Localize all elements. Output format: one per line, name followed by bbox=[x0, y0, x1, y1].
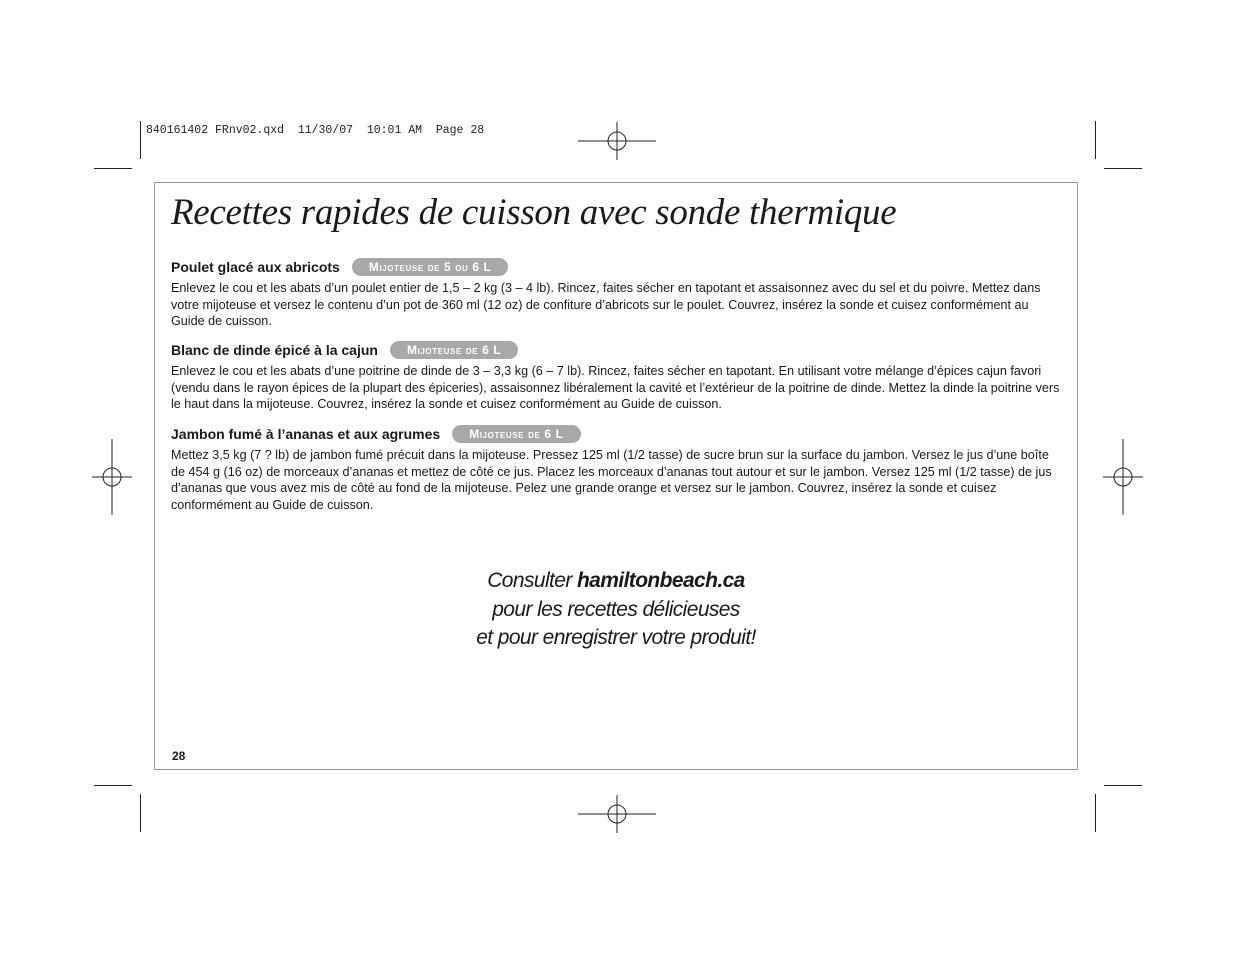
promo-prefix: Consulter bbox=[487, 569, 577, 592]
crop-mark-bottom-right-v bbox=[1095, 794, 1096, 832]
recipe-header bbox=[171, 256, 1063, 278]
recipe-header bbox=[171, 339, 1063, 361]
recipe-instructions: Enlevez le cou et les abats d’un poulet entier de 1,5 – 2 kg (3 – 4 lb). Rincez, faites sécher en tapotant et assaisonnez avec du sel et du poivre. Mettez dans votre mijoteuse et versez le contenu d’un pot de 360 ml (12 oz) de confiture d’abricots sur le poulet. Couvrez, insérez la sonde et cuisez conformément au Guide de cuisson. bbox=[171, 281, 1041, 329]
recipe-name: Poulet glacé aux abricots bbox=[171, 259, 340, 275]
crop-mark-top-right-v bbox=[1095, 121, 1096, 159]
slow-cooker-size-badge: Mijoteuse de 6 L bbox=[390, 341, 518, 359]
promo-line-3: et pour enregistrer votre produit! bbox=[476, 626, 756, 649]
page-panel bbox=[154, 182, 1078, 770]
promo-line-2: pour les recettes délicieuses bbox=[492, 597, 740, 621]
page-number: 28 bbox=[172, 749, 186, 763]
recipe-jambon-fume bbox=[171, 423, 1063, 513]
registration-mark-top bbox=[578, 120, 656, 162]
website-link[interactable]: hamiltonbeach.ca bbox=[576, 569, 745, 592]
crop-mark-top-left-h bbox=[94, 168, 132, 169]
recipe-header bbox=[171, 423, 1063, 445]
registration-mark-bottom bbox=[578, 793, 656, 835]
print-slug: 840161402 FRnv02.qxd 11/30/07 10:01 AM Page 28 bbox=[146, 124, 485, 137]
page-title: Recettes rapides de cuisson avec sonde thermique bbox=[171, 192, 897, 233]
recipe-instructions: Mettez 3,5 kg (7 ? lb) de jambon fumé précuit dans la mijoteuse. Pressez 125 ml (1/2 tasse) de sucre brun sur la surface du jambon. Versez le jus d’une boîte de 454 g (16 oz) de morceaux d’ananas et mettez de côté ce jus. Placez les morceaux d’ananas tout autour et sur le jambon. Versez 125 ml (1/2 tasse) de jus d’ananas que vous avez mis de côté au fond de la mijoteuse. Pelez une grande orange et versez sur le jambon. Couvrez, insérez la sonde et cuisez conformément au Guide de cuisson. bbox=[171, 448, 1052, 512]
crop-mark-top-left-v bbox=[140, 121, 141, 159]
registration-mark-right bbox=[1103, 439, 1143, 515]
recipe-poulet-glace bbox=[171, 256, 1063, 330]
slow-cooker-size-badge: Mijoteuse de 6 L bbox=[452, 425, 580, 443]
recipe-instructions: Enlevez le cou et les abats d’une poitrine de dinde de 3 – 3,3 kg (6 – 7 lb). Rincez, faites sécher en tapotant. En utilisant votre mélange d’épices cajun favori (vendu dans le rayon épices de la plupart des épiceries), assaisonnez libéralement la cavité et l’extérieur de la poitrine de dinde. Mettez la dinde la poitrine vers le haut dans la mijoteuse. Couvrez, insérez la sonde et cuisez conformément au Guide de cuisson. bbox=[171, 364, 1060, 412]
promo-line-1 bbox=[155, 567, 1077, 596]
recipe-blanc-de-dinde bbox=[171, 339, 1063, 413]
recipe-name: Jambon fumé à l’ananas et aux agrumes bbox=[171, 426, 441, 442]
crop-mark-top-right-h bbox=[1104, 168, 1142, 169]
crop-mark-bottom-right-h bbox=[1104, 785, 1142, 786]
recipe-name: Blanc de dinde épicé à la cajun bbox=[171, 342, 378, 358]
promo-message bbox=[155, 567, 1077, 653]
slow-cooker-size-badge: Mijoteuse de 5 ou 6 L bbox=[352, 258, 509, 276]
registration-mark-left bbox=[92, 439, 132, 515]
crop-mark-bottom-left-v bbox=[140, 794, 141, 832]
crop-mark-bottom-left-h bbox=[94, 785, 132, 786]
